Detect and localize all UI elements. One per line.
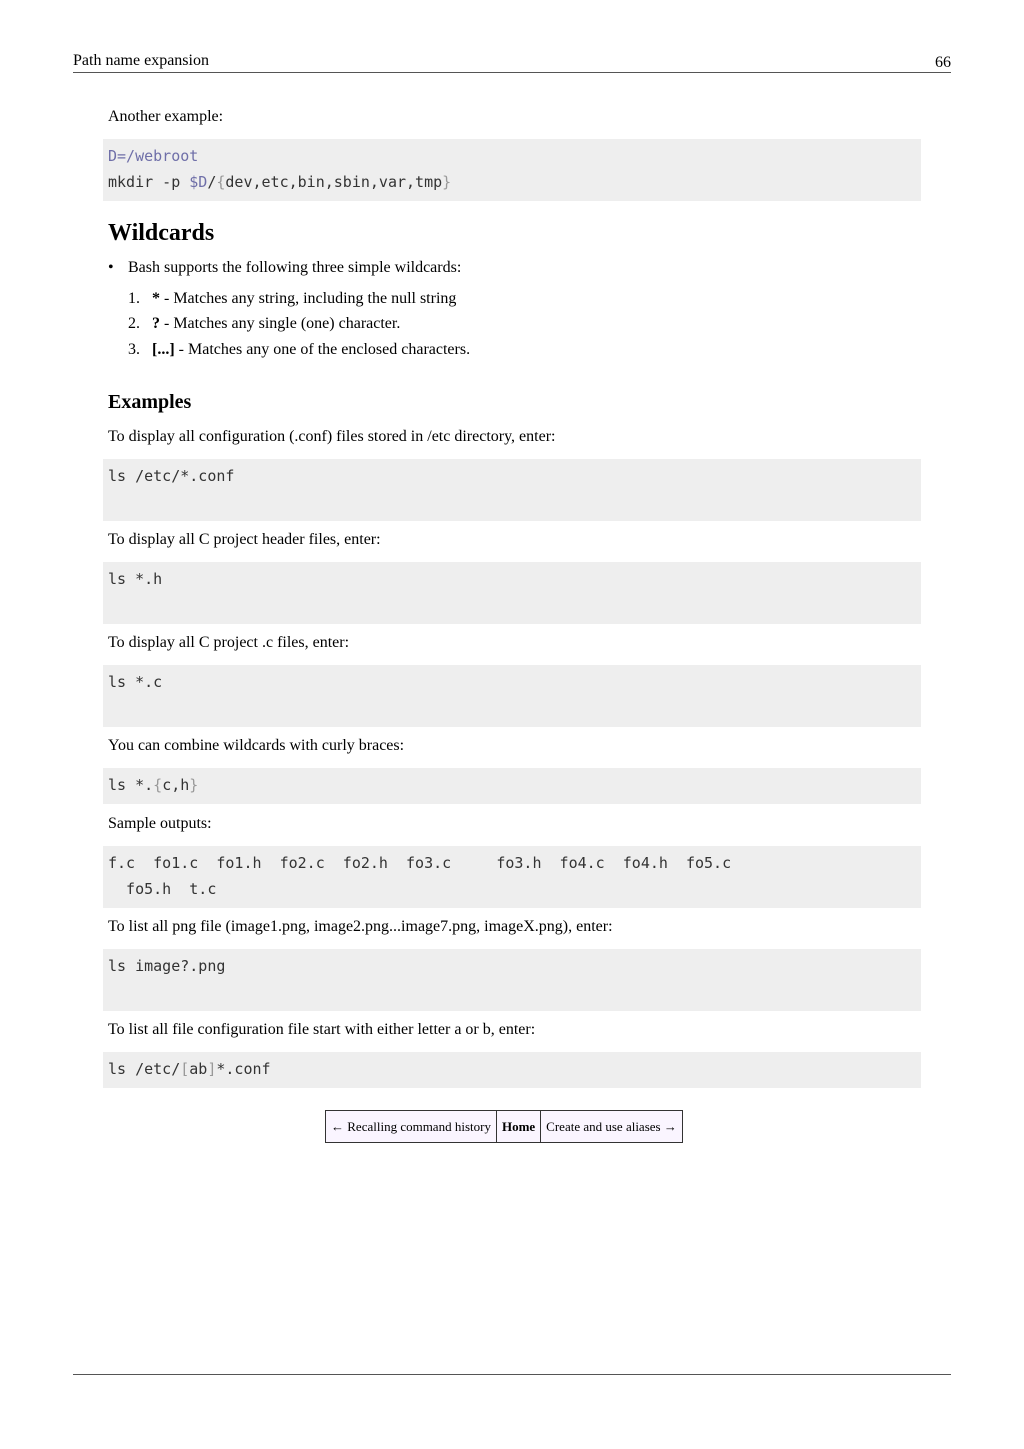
code-block: ls /etc/*.conf (103, 459, 921, 521)
example-text: Sample outputs: (108, 815, 212, 832)
code-brace: { (153, 776, 163, 794)
list-number: 2. (128, 315, 140, 332)
running-title: Path name expansion (73, 52, 209, 69)
code-text: ls /etc/ (108, 1060, 181, 1078)
heading-wildcards: Wildcards (108, 220, 215, 246)
footer-rule (73, 1374, 951, 1375)
example-text: You can combine wildcards with curly braces: (108, 737, 405, 754)
code-text: =/webroot (117, 147, 199, 165)
code-text: mkdir -p (108, 173, 190, 191)
code-text: ls *. (108, 776, 154, 794)
code-brace: [ (180, 1060, 190, 1078)
wildcard-desc: - Matches any one of the enclosed characters. (174, 341, 471, 358)
code-block: ls *.h (103, 562, 921, 624)
nav-next-link[interactable]: Create and use aliases → (546, 1118, 677, 1134)
code-text: *.conf (216, 1060, 271, 1078)
example-text: To display all C project .c files, enter: (108, 634, 350, 651)
code-brace: { (216, 173, 226, 191)
wildcard-desc: - Matches any string, including the null string (160, 290, 457, 307)
code-brace: ] (207, 1060, 217, 1078)
code-brace: } (189, 776, 199, 794)
wildcard-symbol: ? (152, 315, 160, 332)
page-header (73, 50, 951, 73)
code-text: / (207, 173, 217, 191)
list-item (128, 315, 400, 333)
list-number: 3. (128, 341, 140, 358)
heading-examples: Examples (108, 391, 192, 413)
code-block-output (103, 846, 921, 908)
list-item (128, 341, 470, 359)
example-text: To display all C project header files, enter: (108, 531, 381, 548)
code-block-brackets (103, 1052, 921, 1088)
bullet-text: Bash supports the following three simple wildcards: (128, 259, 462, 276)
wildcard-symbol: [...] (152, 341, 175, 358)
wildcard-symbol: * (152, 290, 160, 307)
code-block-mkdir (103, 139, 921, 201)
code-text: dev,etc,bin,sbin,var,tmp (225, 173, 443, 191)
example-text: To display all configuration (.conf) files stored in /etc directory, enter: (108, 428, 556, 445)
output-line: fo5.h t.c (108, 880, 217, 898)
code-brace: } (442, 173, 452, 191)
code-text: ab (189, 1060, 208, 1078)
code-block: ls *.c (103, 665, 921, 727)
wildcard-desc: - Matches any single (one) character. (160, 315, 401, 332)
code-block-braces (103, 768, 921, 804)
page-number: 66 (935, 54, 951, 71)
code-var: D (108, 147, 118, 165)
code-text: c,h (162, 776, 190, 794)
output-line: f.c fo1.c fo1.h fo2.c fo2.h fo3.c fo3.h fo4.c fo4.h fo5.c (108, 854, 732, 872)
navigation-bar (325, 1110, 683, 1143)
nav-home-link[interactable]: Home (497, 1111, 541, 1142)
intro-text: Another example: (108, 108, 224, 125)
list-number: 1. (128, 290, 140, 307)
example-text: To list all file configuration file start with either letter a or b, enter: (108, 1021, 536, 1038)
nav-prev-link[interactable]: ← Recalling command history (326, 1111, 497, 1142)
list-item (128, 290, 456, 308)
code-block: ls image?.png (103, 949, 921, 1011)
code-var: $D (189, 173, 208, 191)
bullet-dot: • (108, 259, 114, 276)
example-text: To list all png file (image1.png, image2.png...image7.png, imageX.png), enter: (108, 918, 613, 935)
